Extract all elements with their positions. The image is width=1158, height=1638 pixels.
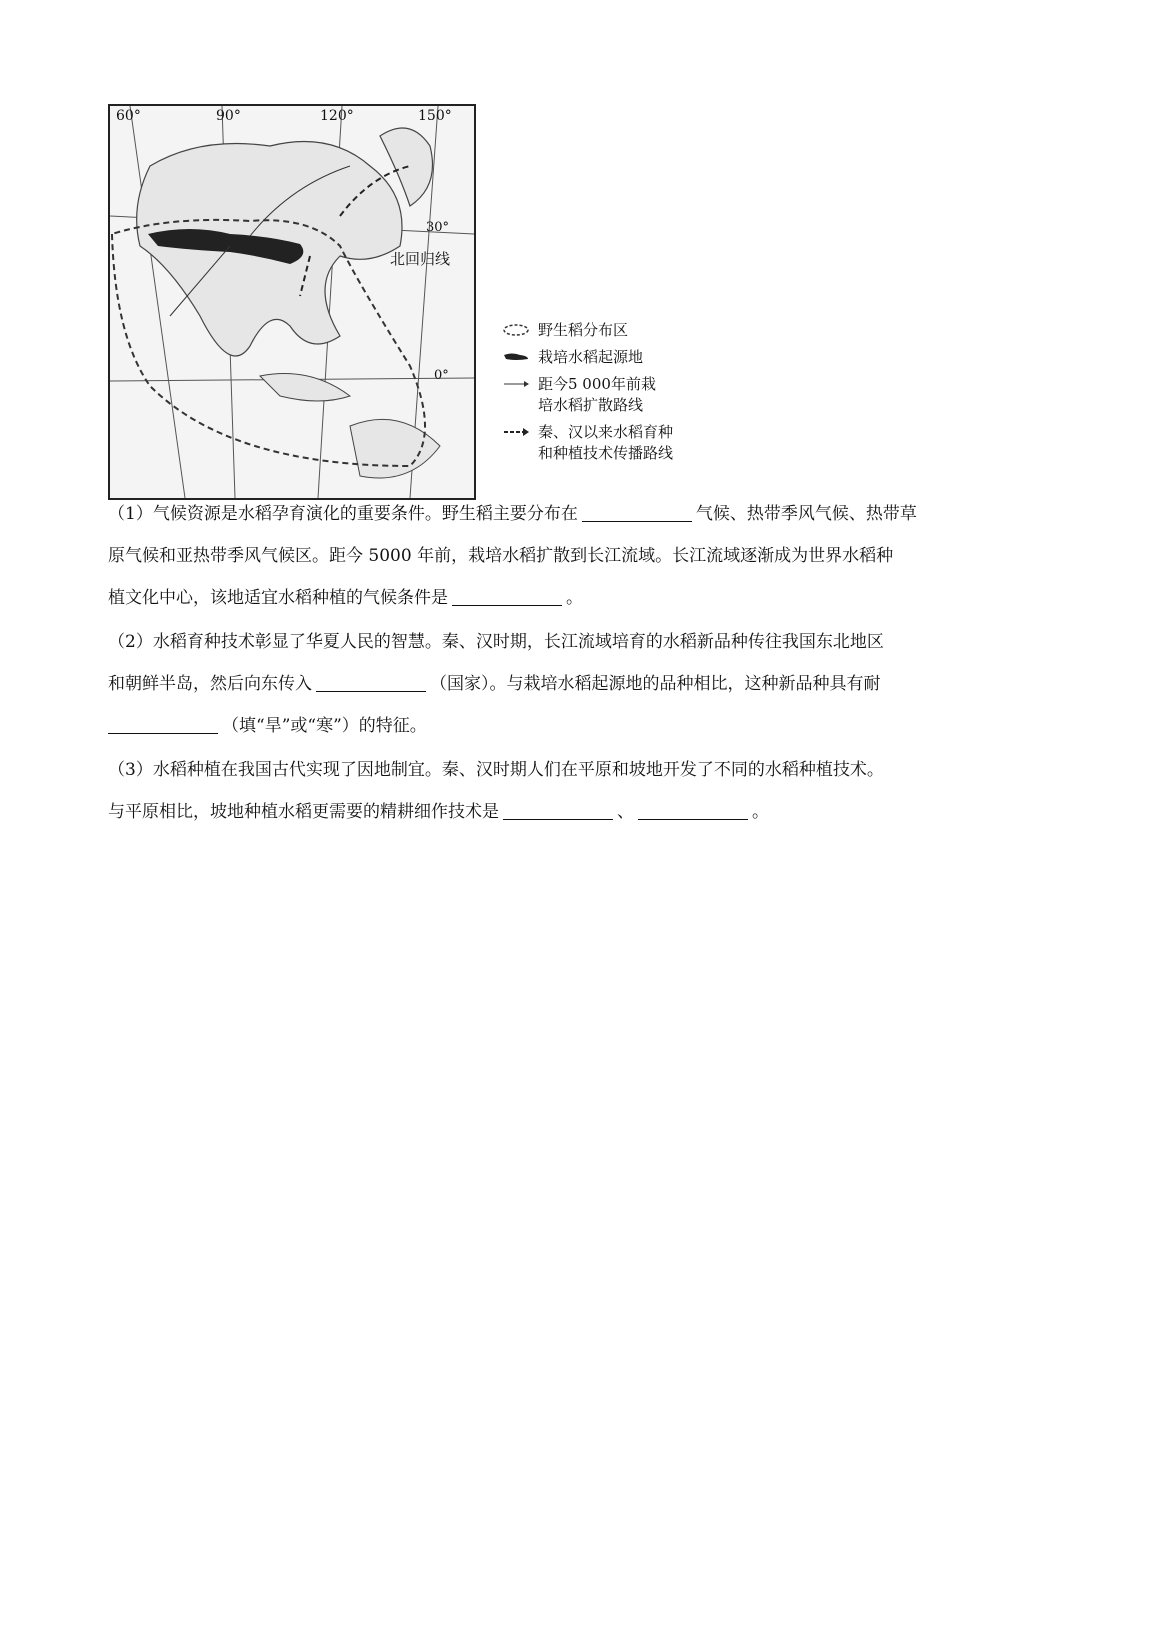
- q1-text-c: 植文化中心，该地适宜水稻种植的气候条件是: [108, 588, 448, 608]
- legend-text-wild: 野生稻分布区: [538, 321, 629, 339]
- q2-text-b: （国家）。与栽培水稻起源地的品种相比，这种新品种具有耐: [430, 674, 881, 694]
- legend-text-tech: 秦、汉以来水稻育种 和种植技术传播路线: [538, 423, 674, 462]
- thin-arrow-icon: [502, 377, 530, 391]
- q2-line-2: [108, 670, 1058, 698]
- q1-blank-conditions[interactable]: [452, 587, 562, 606]
- lat-label-0: 0°: [434, 368, 449, 383]
- dark-blob-icon: [502, 350, 530, 364]
- q2-line-3: [108, 712, 1058, 740]
- q1-line-1: [108, 500, 1058, 528]
- q3-text-a: 与平原相比，坡地种植水稻更需要的精耕细作技术是: [108, 802, 499, 822]
- q2-blank-country[interactable]: [316, 673, 426, 692]
- q1-text-a: （1）气候资源是水稻孕育演化的重要条件。野生稻主要分布在: [108, 504, 578, 524]
- question-2: [108, 628, 1058, 740]
- q3-text-b: 、: [617, 802, 634, 822]
- question-3: [108, 756, 1058, 826]
- q3-text-c: 。: [752, 802, 769, 822]
- q1-blank-climate[interactable]: [582, 503, 692, 522]
- q1-text-d: 。: [566, 588, 583, 608]
- legend-text-origin: 栽培水稻起源地: [538, 348, 644, 366]
- lon-label-60: 60°: [116, 108, 141, 124]
- legend-item-origin: [502, 347, 742, 368]
- q1-line-2: 原气候和亚热带季风气候区。距今 5000 年前，栽培水稻扩散到长江流域。长江流域逐渐成为世界水稻种: [108, 546, 894, 566]
- legend-item-tech: [502, 422, 742, 464]
- lon-label-150: 150°: [418, 108, 452, 124]
- legend-text-spread: 距今5 000年前栽 培水稻扩散路线: [538, 375, 656, 414]
- map-graphic: [110, 106, 474, 498]
- legend-item-spread: [502, 374, 742, 416]
- lon-label-90: 90°: [216, 108, 241, 124]
- q3-line-2: [108, 798, 1058, 826]
- q2-blank-trait[interactable]: [108, 715, 218, 734]
- q3-blank-technique-2[interactable]: [638, 801, 748, 820]
- legend-item-wild: [502, 320, 742, 341]
- tropic-of-cancer-label: 北回归线: [390, 250, 451, 268]
- dashed-arrow-icon: [502, 425, 530, 439]
- q3-line-1: （3）水稻种植在我国古代实现了因地制宜。秦、汉时期人们在平原和坡地开发了不同的水稻种植技术。: [108, 760, 884, 780]
- rice-spread-map: [108, 104, 476, 500]
- australia-land: [350, 419, 440, 478]
- q1-text-b: 气候、热带季风气候、热带草: [695, 504, 917, 524]
- q2-line-1: （2）水稻育种技术彰显了华夏人民的智慧。秦、汉时期，长江流域培育的水稻新品种传往我国东北地区: [108, 632, 884, 652]
- lat-label-30: 30°: [426, 220, 450, 235]
- island-land: [260, 374, 350, 402]
- q2-text-a: 和朝鲜半岛，然后向东传入: [108, 674, 312, 694]
- map-legend: [502, 320, 742, 470]
- q1-line-3: [108, 584, 1058, 612]
- question-1: [108, 500, 1058, 612]
- lon-label-120: 120°: [320, 108, 354, 124]
- dashed-oval-icon: [502, 323, 530, 337]
- q3-blank-technique-1[interactable]: [503, 801, 613, 820]
- q2-text-c: （填“旱”或“寒”）的特征。: [222, 716, 427, 736]
